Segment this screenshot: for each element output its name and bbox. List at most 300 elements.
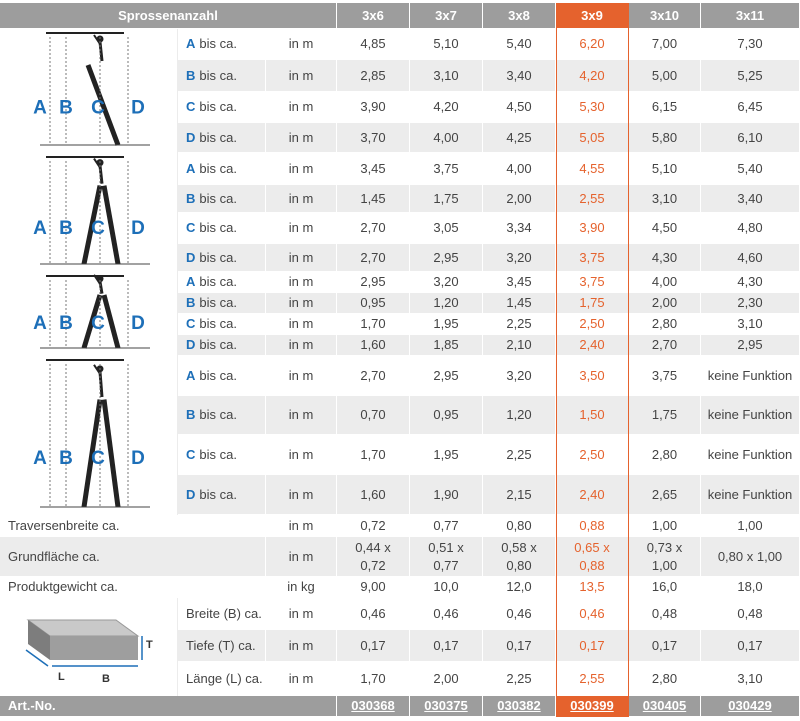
diagram-letter-D: D bbox=[131, 313, 145, 335]
diagram-letter-D: D bbox=[131, 448, 145, 470]
value-cell bbox=[701, 314, 800, 335]
value-text: 4,00 bbox=[651, 274, 678, 289]
spec-value bbox=[410, 537, 483, 577]
value-cell bbox=[337, 153, 410, 185]
value-cell bbox=[701, 213, 800, 244]
ladder-diagram-svg bbox=[0, 29, 178, 153]
article-number-cell bbox=[629, 696, 701, 717]
spec-value bbox=[483, 515, 556, 537]
dim-value bbox=[337, 598, 410, 630]
value-cell bbox=[701, 123, 800, 153]
value-cell bbox=[410, 29, 483, 60]
row-label-B bbox=[178, 396, 266, 435]
spec-value bbox=[337, 537, 410, 577]
row-label-C bbox=[178, 213, 266, 244]
value-text: 9,00 bbox=[360, 579, 386, 594]
value-text: 1,75 bbox=[579, 295, 605, 310]
value-cell bbox=[701, 396, 800, 435]
value-cell bbox=[483, 314, 556, 335]
spec-value bbox=[629, 577, 701, 598]
value-text: 6,10 bbox=[737, 129, 763, 145]
value-text: 5,80 bbox=[651, 129, 678, 145]
row-unit bbox=[266, 272, 337, 293]
value-text: 3,70 bbox=[360, 129, 386, 145]
diagram-letter-C: C bbox=[91, 448, 105, 470]
spec-label bbox=[0, 537, 266, 577]
article-number-label-text: Art.-No. bbox=[8, 698, 56, 713]
value-text: 5,05 bbox=[579, 129, 605, 145]
row-label-A bbox=[178, 29, 266, 60]
value-cell bbox=[556, 185, 629, 213]
spec-unit bbox=[266, 515, 337, 537]
value-cell bbox=[629, 356, 701, 396]
row-unit bbox=[266, 335, 337, 356]
value-text: 3,75 bbox=[579, 274, 605, 289]
column-header-3x6 bbox=[337, 3, 410, 29]
row-unit bbox=[266, 396, 337, 435]
value-cell bbox=[410, 272, 483, 293]
ladder-position-diagram-3 bbox=[0, 272, 178, 356]
package-box-svg bbox=[0, 598, 178, 696]
column-header-3x7 bbox=[410, 3, 483, 29]
row-label-text: bis ca. bbox=[199, 316, 237, 331]
value-text: 3,45 bbox=[506, 274, 532, 289]
column-header-label: 3x11 bbox=[735, 7, 765, 23]
dim-label-text: Tiefe (T) ca. bbox=[186, 637, 256, 653]
article-number-link[interactable]: 030382 bbox=[497, 698, 541, 713]
article-number-link[interactable]: 030368 bbox=[351, 698, 395, 713]
value-text: 1,70 bbox=[360, 670, 386, 686]
value-text: 1,00 bbox=[651, 517, 678, 533]
row-letter: C bbox=[186, 220, 196, 235]
value-text: 3,90 bbox=[579, 220, 605, 235]
value-text: 3,75 bbox=[651, 367, 678, 383]
value-cell bbox=[629, 244, 701, 272]
value-cell bbox=[556, 293, 629, 314]
row-letter: A bbox=[186, 367, 196, 383]
value-text: 1,70 bbox=[360, 316, 386, 331]
value-text: 7,30 bbox=[737, 36, 763, 51]
value-cell bbox=[556, 213, 629, 244]
column-header-label: 3x7 bbox=[435, 7, 457, 23]
value-cell bbox=[701, 185, 800, 213]
value-text: 2,50 bbox=[579, 316, 605, 331]
dim-value bbox=[337, 662, 410, 696]
row-label-text: bis ca. bbox=[199, 36, 237, 51]
value-text: 3,75 bbox=[579, 249, 605, 265]
value-cell bbox=[337, 335, 410, 356]
row-unit bbox=[266, 185, 337, 213]
spec-value bbox=[337, 577, 410, 598]
spec-label bbox=[0, 515, 266, 537]
value-cell bbox=[337, 356, 410, 396]
dim-value bbox=[337, 630, 410, 662]
article-number-link[interactable]: 030405 bbox=[642, 698, 687, 713]
row-label-C bbox=[178, 314, 266, 335]
value-text: 3,20 bbox=[506, 367, 532, 383]
dim-value bbox=[629, 598, 701, 630]
value-cell bbox=[629, 475, 701, 515]
row-label-C bbox=[178, 92, 266, 123]
unit-text: in m bbox=[288, 337, 314, 352]
value-text: 0,46 bbox=[506, 605, 532, 621]
dim-unit bbox=[266, 630, 337, 662]
row-unit bbox=[266, 293, 337, 314]
row-label-D bbox=[178, 335, 266, 356]
spec-value bbox=[701, 515, 800, 537]
value-text: 2,55 bbox=[579, 190, 605, 206]
value-text: 2,00 bbox=[433, 670, 459, 686]
value-cell bbox=[556, 335, 629, 356]
value-text: 0,58 x 0,80 bbox=[501, 539, 537, 573]
row-unit bbox=[266, 244, 337, 272]
value-text: 2,95 bbox=[433, 367, 459, 383]
box-label-T: T bbox=[146, 639, 153, 651]
value-text: 0,46 bbox=[360, 605, 386, 621]
box-front-face bbox=[50, 636, 138, 660]
value-text: 3,10 bbox=[433, 67, 459, 83]
value-cell bbox=[629, 293, 701, 314]
value-text: 2,30 bbox=[737, 295, 763, 310]
value-cell bbox=[337, 92, 410, 123]
value-cell bbox=[556, 153, 629, 185]
value-text: 1,60 bbox=[360, 486, 386, 502]
value-text: 2,80 bbox=[651, 670, 678, 686]
value-text: 0,73 x 1,00 bbox=[646, 539, 683, 573]
value-cell bbox=[337, 185, 410, 213]
value-text: 2,80 bbox=[651, 446, 678, 462]
value-text: 7,00 bbox=[651, 36, 678, 51]
value-cell bbox=[701, 153, 800, 185]
unit-text: in m bbox=[288, 295, 314, 310]
value-cell bbox=[701, 293, 800, 314]
value-text: 0,48 bbox=[651, 605, 678, 621]
value-text: 4,00 bbox=[506, 160, 532, 176]
value-cell bbox=[410, 213, 483, 244]
value-cell bbox=[337, 314, 410, 335]
dim-value bbox=[701, 630, 800, 662]
value-cell bbox=[483, 475, 556, 515]
article-number-link[interactable]: 030399 bbox=[570, 698, 614, 713]
spec-label bbox=[0, 577, 266, 598]
value-cell bbox=[410, 335, 483, 356]
value-text: 4,50 bbox=[651, 220, 678, 235]
column-header-3x8 bbox=[483, 3, 556, 29]
value-text: 4,20 bbox=[579, 67, 605, 83]
value-cell bbox=[410, 92, 483, 123]
value-text: 6,20 bbox=[579, 36, 605, 51]
spec-value bbox=[629, 515, 701, 537]
spec-unit bbox=[266, 577, 337, 598]
row-letter: D bbox=[186, 337, 196, 352]
value-text: 5,10 bbox=[433, 36, 459, 51]
value-cell bbox=[337, 272, 410, 293]
column-header-label: 3x10 bbox=[650, 7, 679, 23]
value-cell bbox=[556, 435, 629, 475]
value-text: 1,75 bbox=[433, 190, 459, 206]
value-cell bbox=[629, 153, 701, 185]
dim-value bbox=[556, 662, 629, 696]
row-letter: C bbox=[186, 99, 196, 114]
value-cell bbox=[410, 60, 483, 92]
row-unit bbox=[266, 92, 337, 123]
ladder-position-diagram-4 bbox=[0, 356, 178, 515]
dim-value bbox=[410, 662, 483, 696]
value-text: 1,20 bbox=[506, 407, 532, 422]
row-letter: B bbox=[186, 67, 196, 83]
value-cell bbox=[701, 272, 800, 293]
value-text: 0,88 bbox=[579, 517, 605, 533]
value-cell bbox=[410, 123, 483, 153]
value-text: 3,05 bbox=[433, 220, 459, 235]
row-unit bbox=[266, 123, 337, 153]
value-text: 3,20 bbox=[506, 249, 532, 265]
value-cell bbox=[556, 60, 629, 92]
value-text: 3,40 bbox=[506, 67, 532, 83]
value-cell bbox=[410, 153, 483, 185]
dim-value bbox=[701, 662, 800, 696]
value-text: 0,44 x 0,72 bbox=[355, 539, 391, 573]
value-cell bbox=[701, 60, 800, 92]
row-letter: C bbox=[186, 446, 196, 462]
value-text: 3,40 bbox=[737, 190, 763, 206]
value-text: 1,95 bbox=[433, 316, 459, 331]
value-cell bbox=[629, 60, 701, 92]
row-letter: A bbox=[186, 274, 196, 289]
value-text: 2,50 bbox=[579, 446, 605, 462]
value-text: 2,95 bbox=[737, 337, 763, 352]
value-cell bbox=[556, 272, 629, 293]
row-unit bbox=[266, 356, 337, 396]
row-unit bbox=[266, 153, 337, 185]
value-cell bbox=[629, 92, 701, 123]
article-number-cell bbox=[337, 696, 410, 717]
dim-unit bbox=[266, 662, 337, 696]
value-cell bbox=[556, 396, 629, 435]
row-unit bbox=[266, 29, 337, 60]
value-text: 1,85 bbox=[433, 337, 459, 352]
spec-value bbox=[410, 515, 483, 537]
row-letter: D bbox=[186, 486, 196, 502]
value-text: 10,0 bbox=[433, 579, 459, 594]
value-cell bbox=[483, 213, 556, 244]
diagram-letter-B: B bbox=[59, 313, 73, 335]
value-text: 5,00 bbox=[651, 67, 678, 83]
row-unit bbox=[266, 213, 337, 244]
value-cell bbox=[556, 475, 629, 515]
header-title-cell bbox=[0, 3, 337, 29]
value-text: 4,30 bbox=[737, 274, 763, 289]
value-cell bbox=[629, 335, 701, 356]
value-text: 18,0 bbox=[737, 579, 763, 594]
value-text: 2,55 bbox=[579, 670, 605, 686]
row-label-text: bis ca. bbox=[199, 446, 237, 462]
row-label-C bbox=[178, 435, 266, 475]
value-cell bbox=[337, 244, 410, 272]
dim-value bbox=[556, 598, 629, 630]
value-text: keine Funktion bbox=[707, 407, 793, 422]
unit-text: in m bbox=[288, 36, 314, 51]
column-header-label: 3x9 bbox=[581, 7, 603, 23]
value-text: 3,90 bbox=[360, 99, 386, 114]
diagram-letter-C: C bbox=[91, 217, 105, 239]
unit-text: in m bbox=[288, 517, 314, 533]
value-text: 2,10 bbox=[506, 337, 532, 352]
row-letter: A bbox=[186, 36, 196, 51]
row-label-text: bis ca. bbox=[199, 129, 237, 145]
unit-text: in m bbox=[288, 367, 314, 383]
value-cell bbox=[556, 123, 629, 153]
article-number-cell bbox=[410, 696, 483, 717]
value-text: 0,95 bbox=[360, 295, 386, 310]
article-number-cell bbox=[556, 696, 629, 717]
value-text: 0,77 bbox=[433, 517, 459, 533]
dim-value bbox=[701, 598, 800, 630]
spec-unit bbox=[266, 537, 337, 577]
article-number-cell bbox=[483, 696, 556, 717]
value-cell bbox=[629, 435, 701, 475]
diagram-letter-A: A bbox=[33, 448, 47, 470]
value-cell bbox=[483, 272, 556, 293]
unit-text: in m bbox=[288, 249, 314, 265]
value-cell bbox=[629, 314, 701, 335]
value-text: 2,25 bbox=[506, 316, 532, 331]
article-number-link[interactable]: 030429 bbox=[728, 698, 772, 713]
value-cell bbox=[483, 335, 556, 356]
value-cell bbox=[410, 244, 483, 272]
value-text: 0,65 x 0,88 bbox=[574, 539, 610, 573]
value-text: 1,20 bbox=[433, 295, 459, 310]
value-cell bbox=[337, 60, 410, 92]
ladder-position-diagram-1 bbox=[0, 29, 178, 153]
header-title: Sprossenanzahl bbox=[118, 7, 218, 23]
row-label-text: bis ca. bbox=[199, 486, 237, 502]
article-number-link[interactable]: 030375 bbox=[424, 698, 468, 713]
value-cell bbox=[701, 335, 800, 356]
row-label-text: bis ca. bbox=[199, 220, 237, 235]
value-text: 3,75 bbox=[433, 160, 459, 176]
column-header-3x10 bbox=[629, 3, 701, 29]
unit-text: in m bbox=[288, 99, 314, 114]
value-text: 4,85 bbox=[360, 36, 386, 51]
value-cell bbox=[337, 475, 410, 515]
column-header-3x11 bbox=[701, 3, 800, 29]
value-text: 6,15 bbox=[651, 99, 678, 114]
value-text: 5,10 bbox=[651, 160, 678, 176]
row-label-D bbox=[178, 123, 266, 153]
value-text: 0,70 bbox=[360, 407, 386, 422]
diagram-letter-D: D bbox=[131, 97, 145, 119]
unit-text: in m bbox=[288, 605, 314, 621]
row-label-B bbox=[178, 293, 266, 314]
row-label-text: bis ca. bbox=[199, 274, 237, 289]
dim-value bbox=[483, 630, 556, 662]
value-cell bbox=[556, 314, 629, 335]
row-label-text: bis ca. bbox=[199, 190, 237, 206]
value-text: 2,80 bbox=[651, 316, 678, 331]
box-label-L: L bbox=[58, 671, 65, 683]
spec-value bbox=[483, 577, 556, 598]
row-label-A bbox=[178, 272, 266, 293]
dim-label-text: Breite (B) ca. bbox=[186, 605, 262, 621]
dim-value bbox=[483, 598, 556, 630]
value-cell bbox=[629, 272, 701, 293]
value-text: 2,00 bbox=[506, 190, 532, 206]
dim-label bbox=[178, 662, 266, 696]
value-text: 0,72 bbox=[360, 517, 386, 533]
dim-value bbox=[629, 630, 701, 662]
value-cell bbox=[629, 185, 701, 213]
value-text: 1,45 bbox=[506, 295, 532, 310]
value-cell bbox=[410, 314, 483, 335]
ladder-diagram-svg bbox=[0, 272, 178, 356]
unit-text: in m bbox=[288, 274, 314, 289]
value-text: 4,25 bbox=[506, 129, 532, 145]
value-cell bbox=[337, 396, 410, 435]
value-text: 2,70 bbox=[651, 337, 678, 352]
value-text: 4,20 bbox=[433, 99, 459, 114]
value-text: 2,25 bbox=[506, 446, 532, 462]
spec-value bbox=[337, 515, 410, 537]
dim-value bbox=[410, 598, 483, 630]
value-text: 2,85 bbox=[360, 67, 386, 83]
ladder-rail-back bbox=[104, 400, 118, 507]
value-text: 1,45 bbox=[360, 190, 386, 206]
value-cell bbox=[629, 123, 701, 153]
value-text: 2,70 bbox=[360, 367, 386, 383]
value-text: 3,34 bbox=[506, 220, 532, 235]
value-cell bbox=[483, 185, 556, 213]
box-label-B: B bbox=[102, 673, 110, 685]
value-cell bbox=[410, 435, 483, 475]
unit-text: in m bbox=[288, 486, 314, 502]
value-text: 2,15 bbox=[506, 486, 532, 502]
value-text: 4,00 bbox=[433, 129, 459, 145]
dim-label-text: Länge (L) ca. bbox=[186, 670, 263, 686]
value-text: 1,95 bbox=[433, 446, 459, 462]
value-cell bbox=[556, 92, 629, 123]
value-cell bbox=[629, 213, 701, 244]
row-label-text: bis ca. bbox=[199, 99, 237, 114]
unit-text: in m bbox=[288, 637, 314, 653]
value-text: 2,25 bbox=[506, 670, 532, 686]
row-label-A bbox=[178, 356, 266, 396]
value-text: 3,10 bbox=[737, 670, 763, 686]
row-label-text: bis ca. bbox=[199, 67, 237, 83]
spec-value bbox=[556, 577, 629, 598]
value-text: 1,70 bbox=[360, 446, 386, 462]
value-text: 4,55 bbox=[579, 160, 605, 176]
spec-value bbox=[701, 577, 800, 598]
value-text: 4,50 bbox=[506, 99, 532, 114]
row-letter: B bbox=[186, 190, 196, 206]
value-text: 2,95 bbox=[360, 274, 386, 289]
value-cell bbox=[701, 92, 800, 123]
diagram-letter-C: C bbox=[91, 97, 105, 119]
dim-value bbox=[483, 662, 556, 696]
value-cell bbox=[483, 123, 556, 153]
value-text: 0,17 bbox=[737, 637, 763, 653]
spec-value bbox=[410, 577, 483, 598]
value-cell bbox=[483, 92, 556, 123]
value-cell bbox=[483, 29, 556, 60]
unit-text: in m bbox=[288, 446, 314, 462]
value-cell bbox=[410, 396, 483, 435]
spec-label-text: Traversenbreite ca. bbox=[8, 517, 120, 533]
value-text: 2,65 bbox=[651, 486, 678, 502]
value-text: 0,80 x 1,00 bbox=[717, 548, 783, 564]
value-cell bbox=[629, 396, 701, 435]
